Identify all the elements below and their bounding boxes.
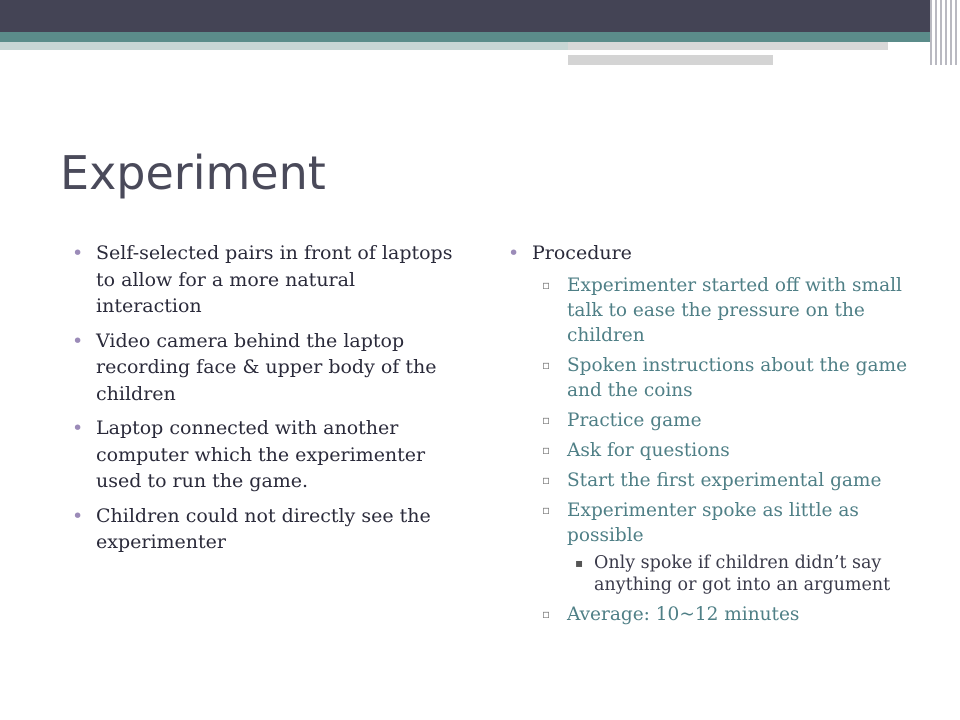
procedure-step: [532, 498, 908, 597]
step-text: Experimenter started off with small talk to ease the pressure on the children: [567, 274, 902, 346]
list-item: [72, 328, 462, 408]
bullet-icon: •: [72, 329, 84, 352]
right-bullet-list: [508, 240, 908, 635]
bullet-icon: •: [72, 417, 84, 439]
bullet-text: Children could not directly see the experimenter: [96, 504, 431, 553]
sub-bullet-icon: ▫: [542, 412, 551, 427]
bullet-text: Video camera behind the laptop recording face & upper body of the children: [96, 329, 437, 405]
step-text: Average: 10~12 minutes: [567, 603, 800, 625]
sub-bullet-icon: ▫: [542, 472, 551, 487]
step-text: Start the first experimental game: [567, 469, 882, 491]
procedure-heading: Procedure: [532, 242, 632, 264]
top-header-bar: [0, 0, 960, 32]
grey-accent-band-short: [568, 55, 773, 65]
decorative-stripes: [930, 0, 960, 65]
procedure-step: [532, 353, 908, 403]
nested-note-text: Only spoke if children didn’t say anything or got into an argument: [594, 552, 891, 595]
bullet-icon: •: [508, 242, 520, 264]
sub-bullet-icon: ▫: [542, 606, 551, 621]
nested-note-item: [567, 552, 908, 597]
step-text: Ask for questions: [567, 439, 730, 461]
accent-divider-line: [568, 50, 888, 53]
slide-title: Experiment: [60, 146, 326, 200]
teal-accent-bar: [0, 32, 960, 42]
procedure-step: [532, 468, 908, 493]
sub-bullet-icon: ▫: [542, 277, 551, 292]
procedure-item: [508, 240, 908, 627]
bullet-text: Self-selected pairs in front of laptops to allow for a more natural interaction: [96, 242, 453, 317]
procedure-steps-list: [532, 273, 908, 627]
sub-bullet-icon: ▫: [542, 502, 551, 517]
procedure-step: [532, 273, 908, 348]
bullet-icon: •: [72, 504, 84, 527]
step-text: Experimenter spoke as little as possible: [567, 499, 859, 546]
procedure-step: [532, 408, 908, 433]
nested-note-list: [567, 552, 908, 597]
left-bullet-list: [72, 240, 462, 564]
step-text: Spoken instructions about the game and the coins: [567, 354, 908, 401]
light-accent-bar: [0, 42, 568, 50]
sub-bullet-icon: ▫: [542, 357, 551, 372]
list-item: [72, 240, 462, 320]
nested-bullet-icon: ▪: [575, 555, 584, 570]
list-item: [72, 415, 462, 495]
procedure-step: [532, 438, 908, 463]
list-item: [72, 503, 462, 556]
sub-bullet-icon: ▫: [542, 442, 551, 457]
procedure-step: [532, 602, 908, 627]
bullet-text: Laptop connected with another computer which the experimenter used to run the game.: [96, 417, 426, 492]
bullet-icon: •: [72, 242, 84, 264]
step-text: Practice game: [567, 409, 702, 431]
